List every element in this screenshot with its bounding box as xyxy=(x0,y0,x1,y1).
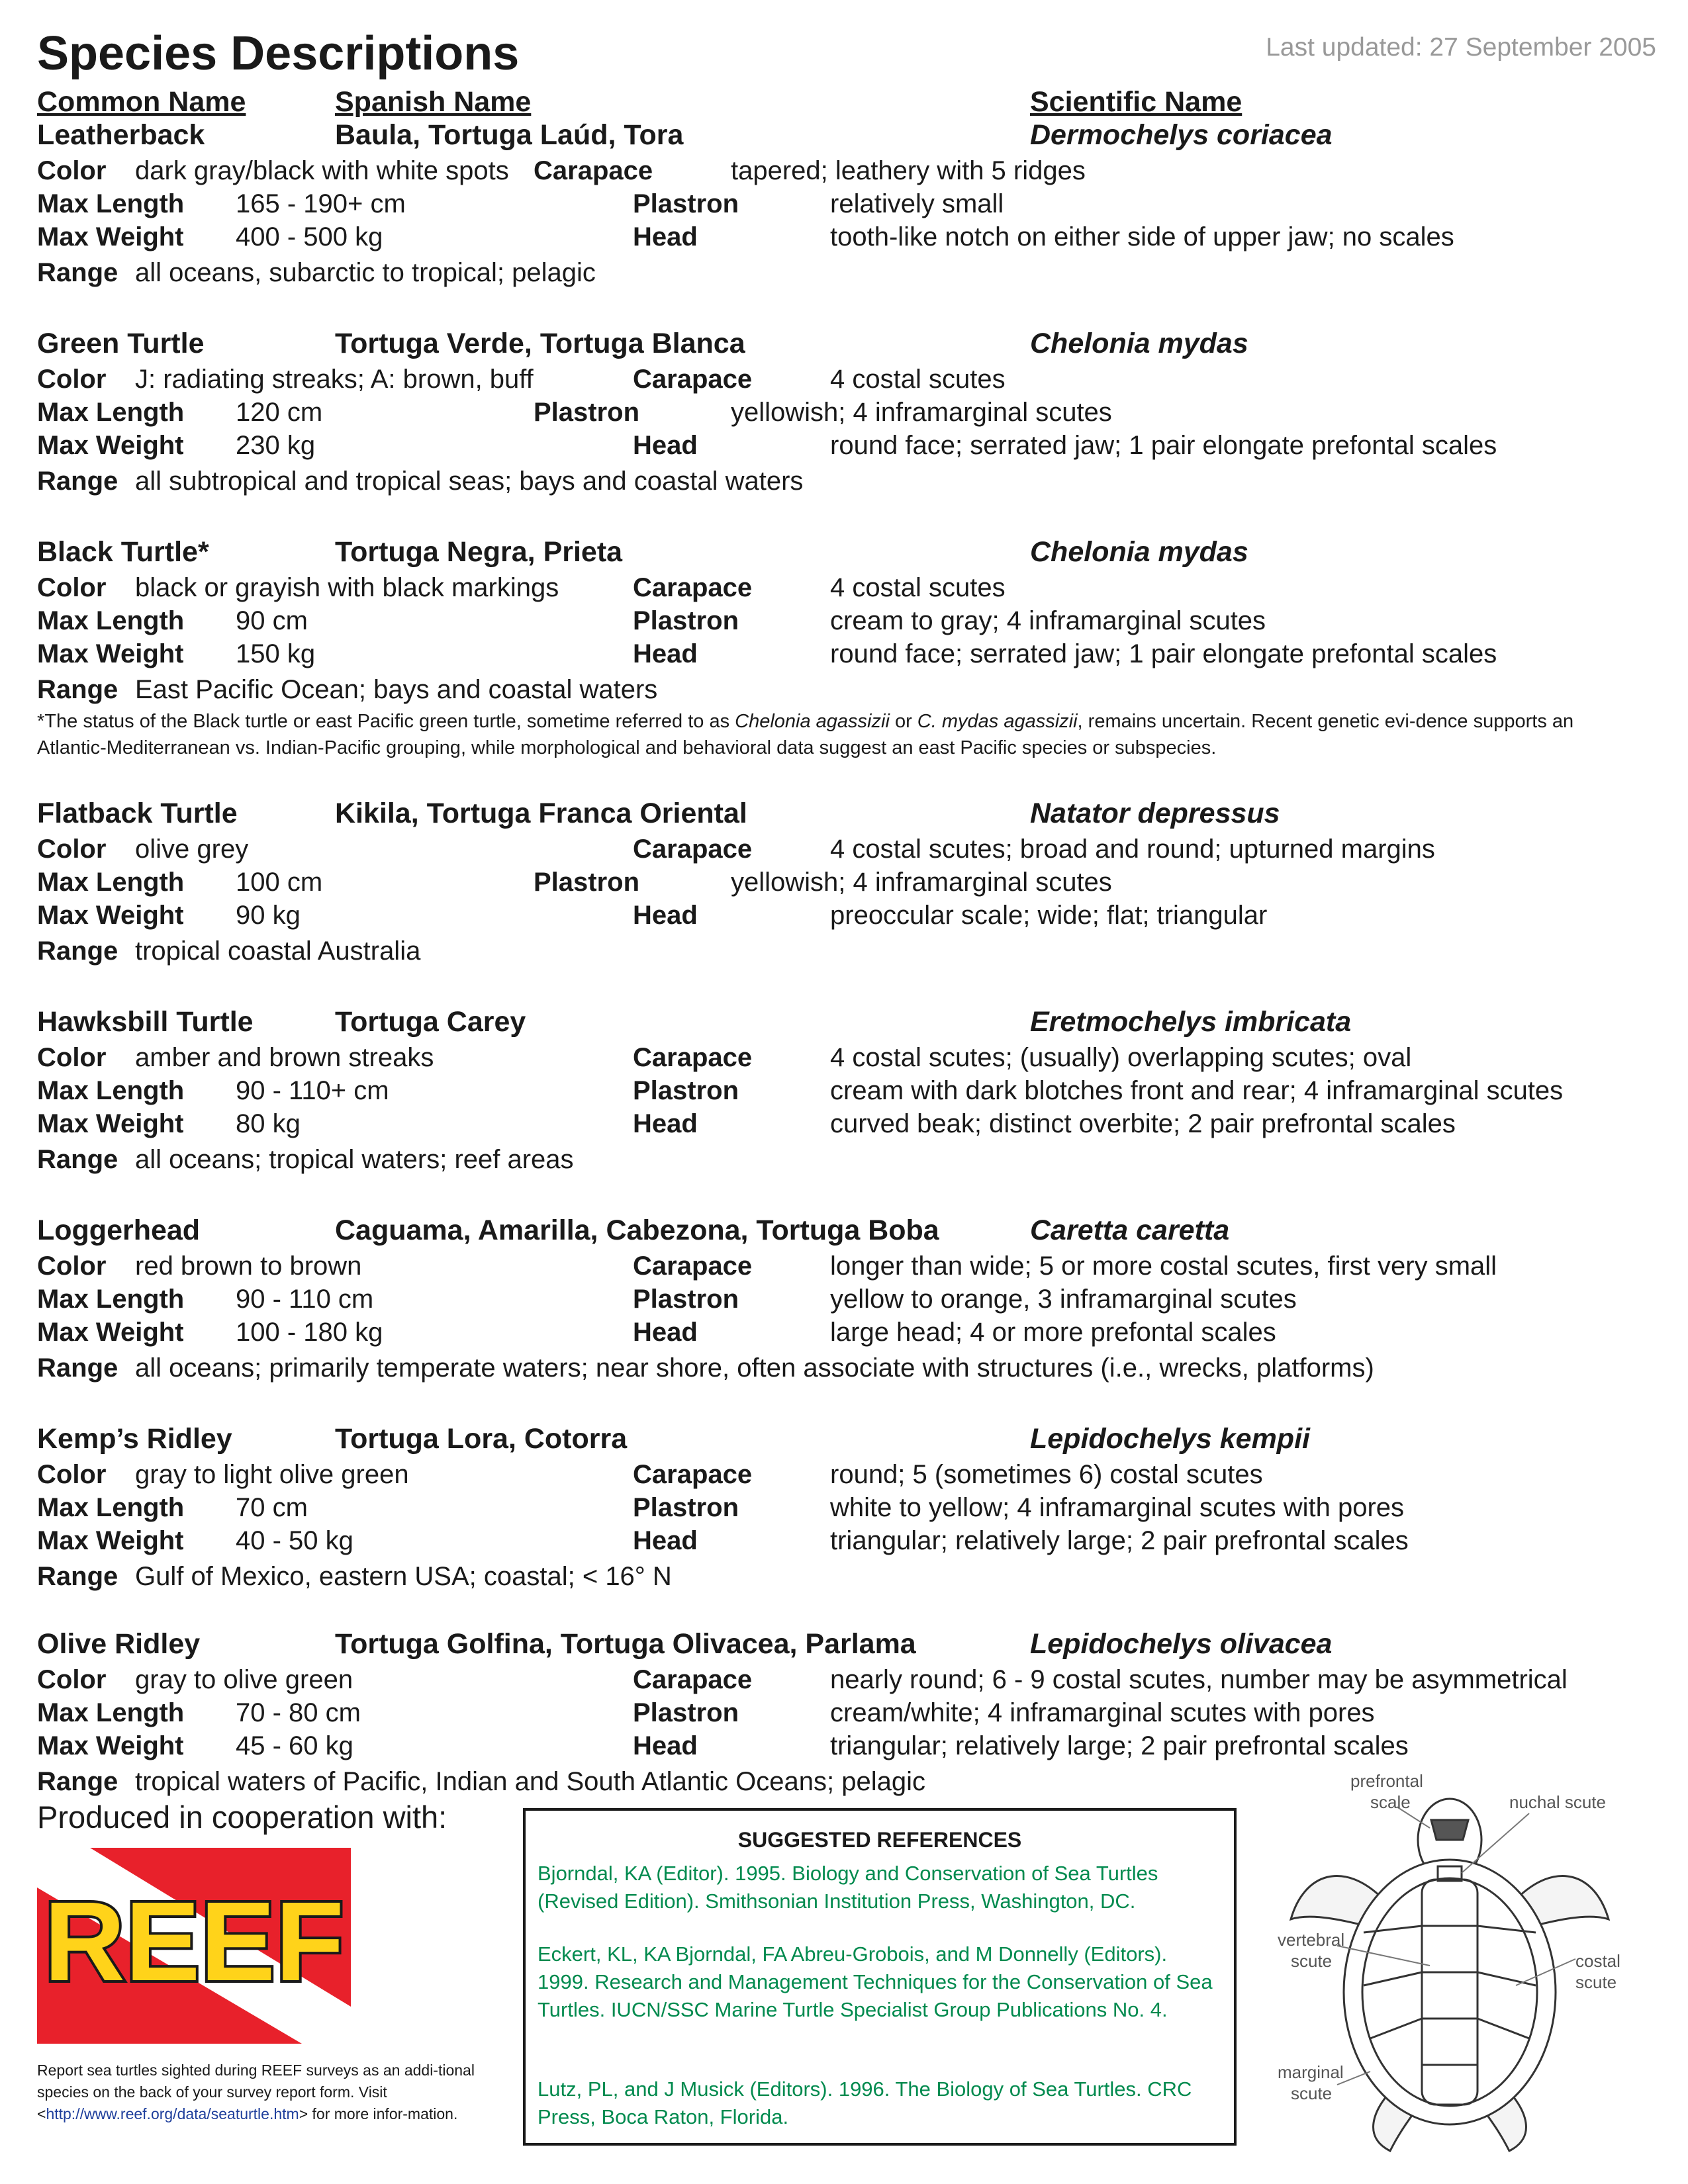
label-head: Head xyxy=(633,1731,698,1760)
species-spanish-name: Kikila, Tortuga Franca Oriental xyxy=(335,797,747,829)
species-head: large head; 4 or more prefontal scales xyxy=(830,1318,1276,1347)
column-header-common: Common Name xyxy=(37,86,246,118)
species-max-length: 165 - 190+ cm xyxy=(236,189,406,218)
reference-item: Bjorndal, KA (Editor). 1995. Biology and Conservation of Sea Turtles (Revised Edition). Smithsonian Institution Press, Washington, DC. xyxy=(538,1862,1158,1913)
label-max-length: Max Length xyxy=(37,398,185,427)
label-max-weight: Max Weight xyxy=(37,639,184,668)
species-max-weight: 100 - 180 kg xyxy=(236,1318,383,1347)
species-spanish-name: Baula, Tortuga Laúd, Tora xyxy=(335,119,684,151)
species-carapace: nearly round; 6 - 9 costal scutes, number may be asymmetrical xyxy=(830,1665,1568,1694)
label-color: Color xyxy=(37,573,107,602)
label-range: Range xyxy=(37,936,118,966)
page-title: Species Descriptions xyxy=(37,27,520,80)
label-max-length: Max Length xyxy=(37,1076,185,1105)
label-color: Color xyxy=(37,1665,107,1694)
produced-in-cooperation: Produced in cooperation with: xyxy=(37,1799,447,1835)
species-max-length: 100 cm xyxy=(236,868,323,897)
label-carapace: Carapace xyxy=(633,1460,753,1489)
reference-item: Lutz, PL, and J Musick (Editors). 1996. The Biology of Sea Turtles. CRC Press, Boca Raton, Florida. xyxy=(538,2077,1192,2128)
species-carapace: 4 costal scutes xyxy=(830,573,1006,602)
species-plastron: yellowish; 4 inframarginal scutes xyxy=(731,398,1112,427)
label-range: Range xyxy=(37,1562,118,1591)
species-carapace: 4 costal scutes xyxy=(830,365,1006,394)
species-scientific-name: Chelonia mydas xyxy=(1030,536,1248,568)
species-range: all subtropical and tropical seas; bays and coastal waters xyxy=(135,467,804,496)
species-max-length: 70 cm xyxy=(236,1493,308,1522)
species-max-length: 70 - 80 cm xyxy=(236,1698,361,1727)
species-carapace: tapered; leathery with 5 ridges xyxy=(731,156,1086,185)
species-head: round face; serrated jaw; 1 pair elongate prefontal scales xyxy=(830,639,1497,668)
label-carapace: Carapace xyxy=(534,156,653,185)
reef-logo-text: REEF xyxy=(44,1879,344,2005)
label-range: Range xyxy=(37,1353,118,1383)
species-common-name: Loggerhead xyxy=(37,1214,201,1246)
reef-logo[interactable] xyxy=(37,1848,351,2044)
species-plastron: cream with dark blotches front and rear; 4 inframarginal scutes xyxy=(830,1076,1564,1105)
column-header-scientific: Scientific Name xyxy=(1030,86,1243,118)
species-common-name: Green Turtle xyxy=(37,328,205,359)
species-plastron: relatively small xyxy=(830,189,1004,218)
species-max-weight: 40 - 50 kg xyxy=(236,1526,353,1555)
label-head: Head xyxy=(633,1318,698,1347)
label-max-length: Max Length xyxy=(37,868,185,897)
species-head: tooth-like notch on either side of upper jaw; no scales xyxy=(830,222,1454,251)
species-plastron: yellow to orange, 3 inframarginal scutes xyxy=(830,1285,1297,1314)
species-color: dark gray/black with white spots xyxy=(135,156,509,185)
suggested-references-box xyxy=(523,1808,1237,2146)
species-head: triangular; relatively large; 2 pair prefrontal scales xyxy=(830,1731,1409,1760)
species-carapace: round; 5 (sometimes 6) costal scutes xyxy=(830,1460,1263,1489)
species-common-name: Kemp’s Ridley xyxy=(37,1423,232,1455)
species-scientific-name: Chelonia mydas xyxy=(1030,328,1248,359)
species-plastron: cream to gray; 4 inframarginal scutes xyxy=(830,606,1266,635)
species-plastron: yellowish; 4 inframarginal scutes xyxy=(731,868,1112,897)
label-plastron: Plastron xyxy=(633,606,739,635)
species-spanish-name: Tortuga Negra, Prieta xyxy=(335,536,623,568)
species-spanish-name: Tortuga Lora, Cotorra xyxy=(335,1423,628,1455)
label-plastron: Plastron xyxy=(534,398,640,427)
species-color: olive grey xyxy=(135,835,249,864)
label-plastron: Plastron xyxy=(633,1493,739,1522)
label-max-length: Max Length xyxy=(37,1493,185,1522)
species-carapace: 4 costal scutes; (usually) overlapping scutes; oval xyxy=(830,1043,1412,1072)
species-range: all oceans, subarctic to tropical; pelagic xyxy=(135,258,596,287)
species-scientific-name: Lepidochelys kempii xyxy=(1030,1423,1310,1455)
label-marginal-scute: scute xyxy=(1291,2083,1333,2103)
species-scientific-name: Natator depressus xyxy=(1030,797,1280,829)
species-scientific-name: Dermochelys coriacea xyxy=(1030,119,1333,151)
label-head: Head xyxy=(633,222,698,251)
label-carapace: Carapace xyxy=(633,1043,753,1072)
species-max-length: 120 cm xyxy=(236,398,323,427)
species-color: gray to olive green xyxy=(135,1665,353,1694)
label-carapace: Carapace xyxy=(633,1665,753,1694)
label-max-weight: Max Weight xyxy=(37,1318,184,1347)
label-marginal: marginal xyxy=(1278,2062,1344,2082)
label-head: Head xyxy=(633,639,698,668)
label-plastron: Plastron xyxy=(633,1285,739,1314)
label-costal: costal xyxy=(1575,1951,1620,1971)
species-scientific-name: Eretmochelys imbricata xyxy=(1030,1006,1352,1038)
reef-url-link[interactable]: http://www.reef.org/data/seaturtle.htm xyxy=(46,2105,299,2122)
species-color: amber and brown streaks xyxy=(135,1043,434,1072)
label-max-weight: Max Weight xyxy=(37,901,184,930)
label-color: Color xyxy=(37,835,107,864)
black-turtle-footnote: *The status of the Black turtle or east Pacific green turtle, sometime referred to as Chelonia agassizii or C. mydas agassizii, remains uncertain. Recent genetic evi-dence supports an Atlantic-Mediterranean vs. Indian-Pacific grouping, while morphological and behavioral data suggest an east Pacific species or subspecies. xyxy=(37,711,1574,758)
label-nuchal-scute: nuchal scute xyxy=(1509,1792,1606,1812)
species-spanish-name: Tortuga Golfina, Tortuga Olivacea, Parlama xyxy=(335,1628,916,1660)
label-costal-scute: scute xyxy=(1575,1972,1617,1992)
label-vertebral-scute: scute xyxy=(1291,1951,1333,1971)
species-head: round face; serrated jaw; 1 pair elongate prefontal scales xyxy=(830,431,1497,460)
turtle-anatomy-diagram xyxy=(1264,1767,1635,2164)
label-prefrontal: prefrontal xyxy=(1350,1771,1423,1791)
label-color: Color xyxy=(37,156,107,185)
species-carapace: longer than wide; 5 or more costal scutes, first very small xyxy=(830,1251,1497,1281)
species-max-weight: 230 kg xyxy=(236,431,316,460)
species-common-name: Leatherback xyxy=(37,119,205,151)
references-title: SUGGESTED REFERENCES xyxy=(737,1828,1022,1852)
label-max-weight: Max Weight xyxy=(37,431,184,460)
species-common-name: Black Turtle* xyxy=(37,536,209,568)
species-range: tropical coastal Australia xyxy=(135,936,421,966)
label-range: Range xyxy=(37,258,118,287)
species-max-weight: 150 kg xyxy=(236,639,316,668)
label-head: Head xyxy=(633,431,698,460)
label-plastron: Plastron xyxy=(633,1698,739,1727)
last-updated: Last updated: 27 September 2005 xyxy=(1266,33,1656,62)
label-max-weight: Max Weight xyxy=(37,1526,184,1555)
label-max-length: Max Length xyxy=(37,189,185,218)
reference-item: Eckert, KL, KA Bjorndal, FA Abreu-Grobois, and M Donnelly (Editors). 1999. Research and Management Techniques for the Conservation of Sea Turtles. IUCN/SSC Marine Turtle Specialist Group Publications No. 4. xyxy=(538,1942,1213,2021)
label-max-weight: Max Weight xyxy=(37,1109,184,1138)
label-plastron: Plastron xyxy=(633,1076,739,1105)
reef-report-note: Report sea turtles sighted during REEF surveys as an addi-tional species on the back of your survey report form. Visit <http://www.reef.org/data/seaturtle.htm> for more infor-mation. xyxy=(37,2062,475,2122)
species-spanish-name: Caguama, Amarilla, Cabezona, Tortuga Boba xyxy=(335,1214,939,1246)
label-max-length: Max Length xyxy=(37,606,185,635)
label-range: Range xyxy=(37,1767,118,1796)
label-plastron: Plastron xyxy=(633,189,739,218)
species-max-length: 90 - 110+ cm xyxy=(236,1076,389,1105)
species-head: triangular; relatively large; 2 pair prefrontal scales xyxy=(830,1526,1409,1555)
species-max-length: 90 cm xyxy=(236,606,308,635)
prefrontal-scale-shape xyxy=(1431,1820,1468,1840)
species-range: all oceans; primarily temperate waters; near shore, often associate with structures (i.e., wrecks, platforms) xyxy=(135,1353,1374,1383)
species-range: tropical waters of Pacific, Indian and South Atlantic Oceans; pelagic xyxy=(135,1767,926,1796)
label-range: Range xyxy=(37,467,118,496)
species-range: Gulf of Mexico, eastern USA; coastal; < 16° N xyxy=(135,1562,672,1591)
species-spanish-name: Tortuga Verde, Tortuga Blanca xyxy=(335,328,745,359)
species-common-name: Olive Ridley xyxy=(37,1628,201,1660)
species-color: J: radiating streaks; A: brown, buff xyxy=(135,365,534,394)
label-head: Head xyxy=(633,901,698,930)
label-color: Color xyxy=(37,365,107,394)
label-color: Color xyxy=(37,1251,107,1281)
species-carapace: 4 costal scutes; broad and round; upturned margins xyxy=(830,835,1435,864)
label-range: Range xyxy=(37,1145,118,1174)
label-color: Color xyxy=(37,1460,107,1489)
species-max-length: 90 - 110 cm xyxy=(236,1285,374,1314)
label-head: Head xyxy=(633,1526,698,1555)
label-max-weight: Max Weight xyxy=(37,1731,184,1760)
label-max-length: Max Length xyxy=(37,1698,185,1727)
species-max-weight: 80 kg xyxy=(236,1109,301,1138)
carapace-outline xyxy=(1344,1860,1556,2124)
species-head: curved beak; distinct overbite; 2 pair prefrontal scales xyxy=(830,1109,1456,1138)
label-plastron: Plastron xyxy=(534,868,640,897)
species-common-name: Hawksbill Turtle xyxy=(37,1006,254,1038)
species-head: preoccular scale; wide; flat; triangular xyxy=(830,901,1268,930)
species-range: East Pacific Ocean; bays and coastal waters xyxy=(135,675,658,704)
species-scientific-name: Lepidochelys olivacea xyxy=(1030,1628,1333,1660)
label-carapace: Carapace xyxy=(633,573,753,602)
species-color: gray to light olive green xyxy=(135,1460,409,1489)
label-color: Color xyxy=(37,1043,107,1072)
species-spanish-name: Tortuga Carey xyxy=(335,1006,526,1038)
species-scientific-name: Caretta caretta xyxy=(1030,1214,1230,1246)
label-carapace: Carapace xyxy=(633,1251,753,1281)
species-max-weight: 45 - 60 kg xyxy=(236,1731,353,1760)
species-range: all oceans; tropical waters; reef areas xyxy=(135,1145,574,1174)
label-max-weight: Max Weight xyxy=(37,222,184,251)
column-header-spanish: Spanish Name xyxy=(335,86,532,118)
species-plastron: white to yellow; 4 inframarginal scutes with pores xyxy=(830,1493,1405,1522)
species-max-weight: 90 kg xyxy=(236,901,301,930)
label-scale: scale xyxy=(1370,1792,1411,1812)
label-head: Head xyxy=(633,1109,698,1138)
label-max-length: Max Length xyxy=(37,1285,185,1314)
species-common-name: Flatback Turtle xyxy=(37,797,238,829)
label-range: Range xyxy=(37,675,118,704)
species-color: black or grayish with black markings xyxy=(135,573,559,602)
label-carapace: Carapace xyxy=(633,835,753,864)
species-color: red brown to brown xyxy=(135,1251,362,1281)
species-max-weight: 400 - 500 kg xyxy=(236,222,383,251)
label-carapace: Carapace xyxy=(633,365,753,394)
label-vertebral: vertebral xyxy=(1278,1930,1345,1950)
species-plastron: cream/white; 4 inframarginal scutes with pores xyxy=(830,1698,1375,1727)
